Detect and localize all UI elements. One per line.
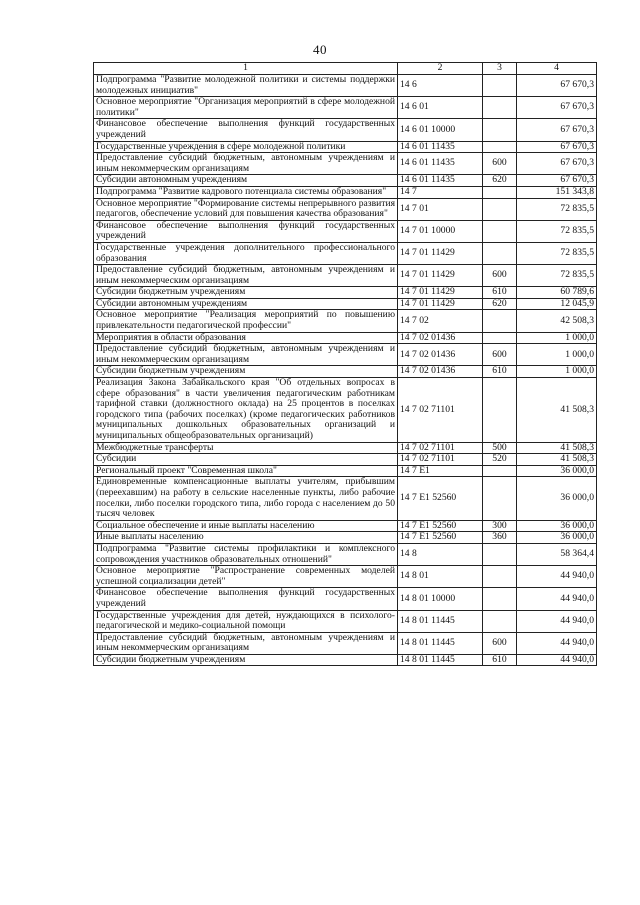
row-amount: 41 508,3 [517,454,597,466]
row-name: Субсидии бюджетным учреждениям [94,654,398,666]
row-amount: 72 835,5 [517,265,597,287]
table-row [94,265,597,287]
row-name: Подпрограмма "Развитие кадрового потенциала системы образования" [94,186,398,198]
row-name: Межбюджетные трансферты [94,442,398,454]
row-expense-type [483,543,517,565]
header-col-1: 1 [94,63,398,75]
row-expense-type [483,378,517,443]
row-target-code: 14 7 E1 52560 [398,477,483,520]
row-amount: 58 364,4 [517,543,597,565]
row-name: Основное мероприятие "Организация мероприятий в сфере молодежной политики" [94,97,398,119]
row-target-code: 14 8 01 10000 [398,588,483,610]
table-row [94,366,597,378]
row-expense-type: 610 [483,287,517,299]
table-row [94,153,597,175]
row-expense-type [483,566,517,588]
row-name: Иные выплаты населению [94,532,398,544]
row-target-code: 14 8 01 11445 [398,610,483,632]
row-amount: 1 000,0 [517,344,597,366]
row-target-code: 14 8 01 11445 [398,632,483,654]
row-name: Предоставление субсидий бюджетным, автономным учреждениям и иным некоммерческим организациям [94,632,398,654]
row-expense-type [483,97,517,119]
row-name: Государственные учреждения для детей, нуждающихся в психолого-педагогической и медико-социальной помощи [94,610,398,632]
row-amount: 44 940,0 [517,588,597,610]
row-expense-type: 520 [483,454,517,466]
row-name: Единовременные компенсационные выплаты учителям, прибывшим (переехавшим) на работу в сельские населенные пункты, либо рабочие поселки, либо поселки городского типа, либо города с населением до 50 тысяч человек [94,477,398,520]
row-target-code: 14 7 02 01436 [398,344,483,366]
row-expense-type: 360 [483,532,517,544]
row-name: Реализация Закона Забайкальского края "Об отдельных вопросах в сфере образования" в части увеличения педагогическим работникам тарифной ставки (должностного оклада) на 25 процентов в поселках городского типа (рабочих поселках) (кроме педагогических работников муниципальных дошкольных образовательных организаций и муниципальных общеобразовательных организаций) [94,378,398,443]
row-amount: 12 045,9 [517,298,597,310]
row-name: Субсидии бюджетным учреждениям [94,287,398,299]
row-amount: 44 940,0 [517,610,597,632]
row-amount: 67 670,3 [517,97,597,119]
header-row [94,63,597,75]
row-amount: 1 000,0 [517,332,597,344]
row-target-code: 14 7 01 11429 [398,298,483,310]
table-row [94,532,597,544]
row-amount: 44 940,0 [517,654,597,666]
row-name: Государственные учреждения в сфере молодежной политики [94,141,398,153]
row-expense-type [483,332,517,344]
header-col-4: 4 [517,63,597,75]
row-amount: 36 000,0 [517,520,597,532]
row-target-code: 14 7 01 11429 [398,287,483,299]
table-row [94,654,597,666]
row-name: Предоставление субсидий бюджетным, автономным учреждениям и иным некоммерческим организациям [94,153,398,175]
row-name: Основное мероприятие "Распространение современных моделей успешной социализации детей" [94,566,398,588]
table-row [94,566,597,588]
budget-table [93,62,597,666]
row-name: Основное мероприятие "Реализация мероприятий по повышению привлекательности педагогической профессии" [94,310,398,332]
row-expense-type: 600 [483,265,517,287]
table-row [94,610,597,632]
page-number: 40 [313,42,327,57]
row-expense-type: 620 [483,175,517,187]
row-amount: 72 835,5 [517,242,597,264]
row-amount: 44 940,0 [517,566,597,588]
row-amount: 44 940,0 [517,632,597,654]
row-target-code: 14 7 02 71101 [398,442,483,454]
table-row [94,220,597,242]
row-target-code: 14 8 01 11445 [398,654,483,666]
row-target-code: 14 7 E1 52560 [398,532,483,544]
row-name: Финансовое обеспечение выполнения функций государственных учреждений [94,588,398,610]
table-row [94,186,597,198]
row-expense-type [483,198,517,220]
row-target-code: 14 7 01 11429 [398,242,483,264]
row-target-code: 14 7 01 11429 [398,265,483,287]
row-amount: 67 670,3 [517,75,597,97]
row-expense-type [483,75,517,97]
table-row [94,344,597,366]
row-name: Мероприятия в области образования [94,332,398,344]
table-row [94,119,597,141]
row-amount: 67 670,3 [517,153,597,175]
row-target-code: 14 7 01 10000 [398,220,483,242]
row-target-code: 14 6 01 11435 [398,141,483,153]
row-target-code: 14 7 E1 52560 [398,520,483,532]
header-col-2: 2 [398,63,483,75]
row-name: Социальное обеспечение и иные выплаты населению [94,520,398,532]
row-target-code: 14 6 01 [398,97,483,119]
table-row [94,141,597,153]
row-name: Региональный проект "Современная школа" [94,465,398,477]
row-target-code: 14 7 02 71101 [398,378,483,443]
table-row [94,465,597,477]
row-amount: 36 000,0 [517,532,597,544]
row-expense-type [483,610,517,632]
row-target-code: 14 6 01 11435 [398,153,483,175]
row-name: Финансовое обеспечение выполнения функций государственных учреждений [94,119,398,141]
header-col-3: 3 [483,63,517,75]
row-expense-type [483,119,517,141]
row-amount: 36 000,0 [517,477,597,520]
row-target-code: 14 7 [398,186,483,198]
row-name: Субсидии автономным учреждениям [94,175,398,187]
row-target-code: 14 8 01 [398,566,483,588]
row-amount: 1 000,0 [517,366,597,378]
row-target-code: 14 8 [398,543,483,565]
row-target-code: 14 6 01 11435 [398,175,483,187]
table-row [94,632,597,654]
table-body [94,75,597,666]
row-amount: 151 343,8 [517,186,597,198]
row-amount: 72 835,5 [517,220,597,242]
table-row [94,477,597,520]
row-expense-type [483,242,517,264]
row-expense-type [483,465,517,477]
row-amount: 67 670,3 [517,119,597,141]
table-row [94,198,597,220]
row-amount: 42 508,3 [517,310,597,332]
table-row [94,310,597,332]
row-name: Подпрограмма "Развитие системы профилактики и комплексного сопровождения участников образовательных отношений" [94,543,398,565]
row-amount: 41 508,3 [517,378,597,443]
table-row [94,588,597,610]
table-row [94,298,597,310]
row-expense-type: 610 [483,654,517,666]
table-row [94,520,597,532]
row-expense-type: 500 [483,442,517,454]
table-row [94,75,597,97]
row-target-code: 14 7 E1 [398,465,483,477]
row-expense-type: 600 [483,153,517,175]
row-name: Предоставление субсидий бюджетным, автономным учреждениям и иным некоммерческим организациям [94,265,398,287]
row-expense-type: 300 [483,520,517,532]
table-row [94,378,597,443]
row-expense-type [483,141,517,153]
row-name: Субсидии [94,454,398,466]
table-row [94,175,597,187]
table-row [94,242,597,264]
row-target-code: 14 6 [398,75,483,97]
table-header [94,63,597,75]
row-target-code: 14 7 02 [398,310,483,332]
row-name: Финансовое обеспечение выполнения функций государственных учреждений [94,220,398,242]
row-amount: 67 670,3 [517,141,597,153]
row-target-code: 14 7 01 [398,198,483,220]
row-target-code: 14 7 02 01436 [398,332,483,344]
table-row [94,442,597,454]
row-expense-type: 620 [483,298,517,310]
row-amount: 41 508,3 [517,442,597,454]
row-amount: 67 670,3 [517,175,597,187]
row-name: Основное мероприятие "Формирование системы непрерывного развития педагогов, обеспечение условий для повышения качества образования" [94,198,398,220]
row-name: Подпрограмма "Развитие молодежной политики и системы поддержки молодежных инициатив" [94,75,398,97]
row-target-code: 14 7 02 01436 [398,366,483,378]
row-expense-type [483,186,517,198]
table-row [94,97,597,119]
row-amount: 60 789,6 [517,287,597,299]
row-name: Субсидии бюджетным учреждениям [94,366,398,378]
row-expense-type [483,310,517,332]
table-row [94,287,597,299]
row-name: Государственные учреждения дополнительного профессионального образования [94,242,398,264]
row-expense-type: 610 [483,366,517,378]
row-expense-type: 600 [483,344,517,366]
row-target-code: 14 6 01 10000 [398,119,483,141]
table-row [94,332,597,344]
table-row [94,454,597,466]
row-expense-type [483,588,517,610]
row-name: Субсидии автономным учреждениям [94,298,398,310]
row-amount: 72 835,5 [517,198,597,220]
table-row [94,543,597,565]
row-expense-type [483,220,517,242]
row-expense-type: 600 [483,632,517,654]
row-amount: 36 000,0 [517,465,597,477]
row-name: Предоставление субсидий бюджетным, автономным учреждениям и иным некоммерческим организациям [94,344,398,366]
row-expense-type [483,477,517,520]
row-target-code: 14 7 02 71101 [398,454,483,466]
